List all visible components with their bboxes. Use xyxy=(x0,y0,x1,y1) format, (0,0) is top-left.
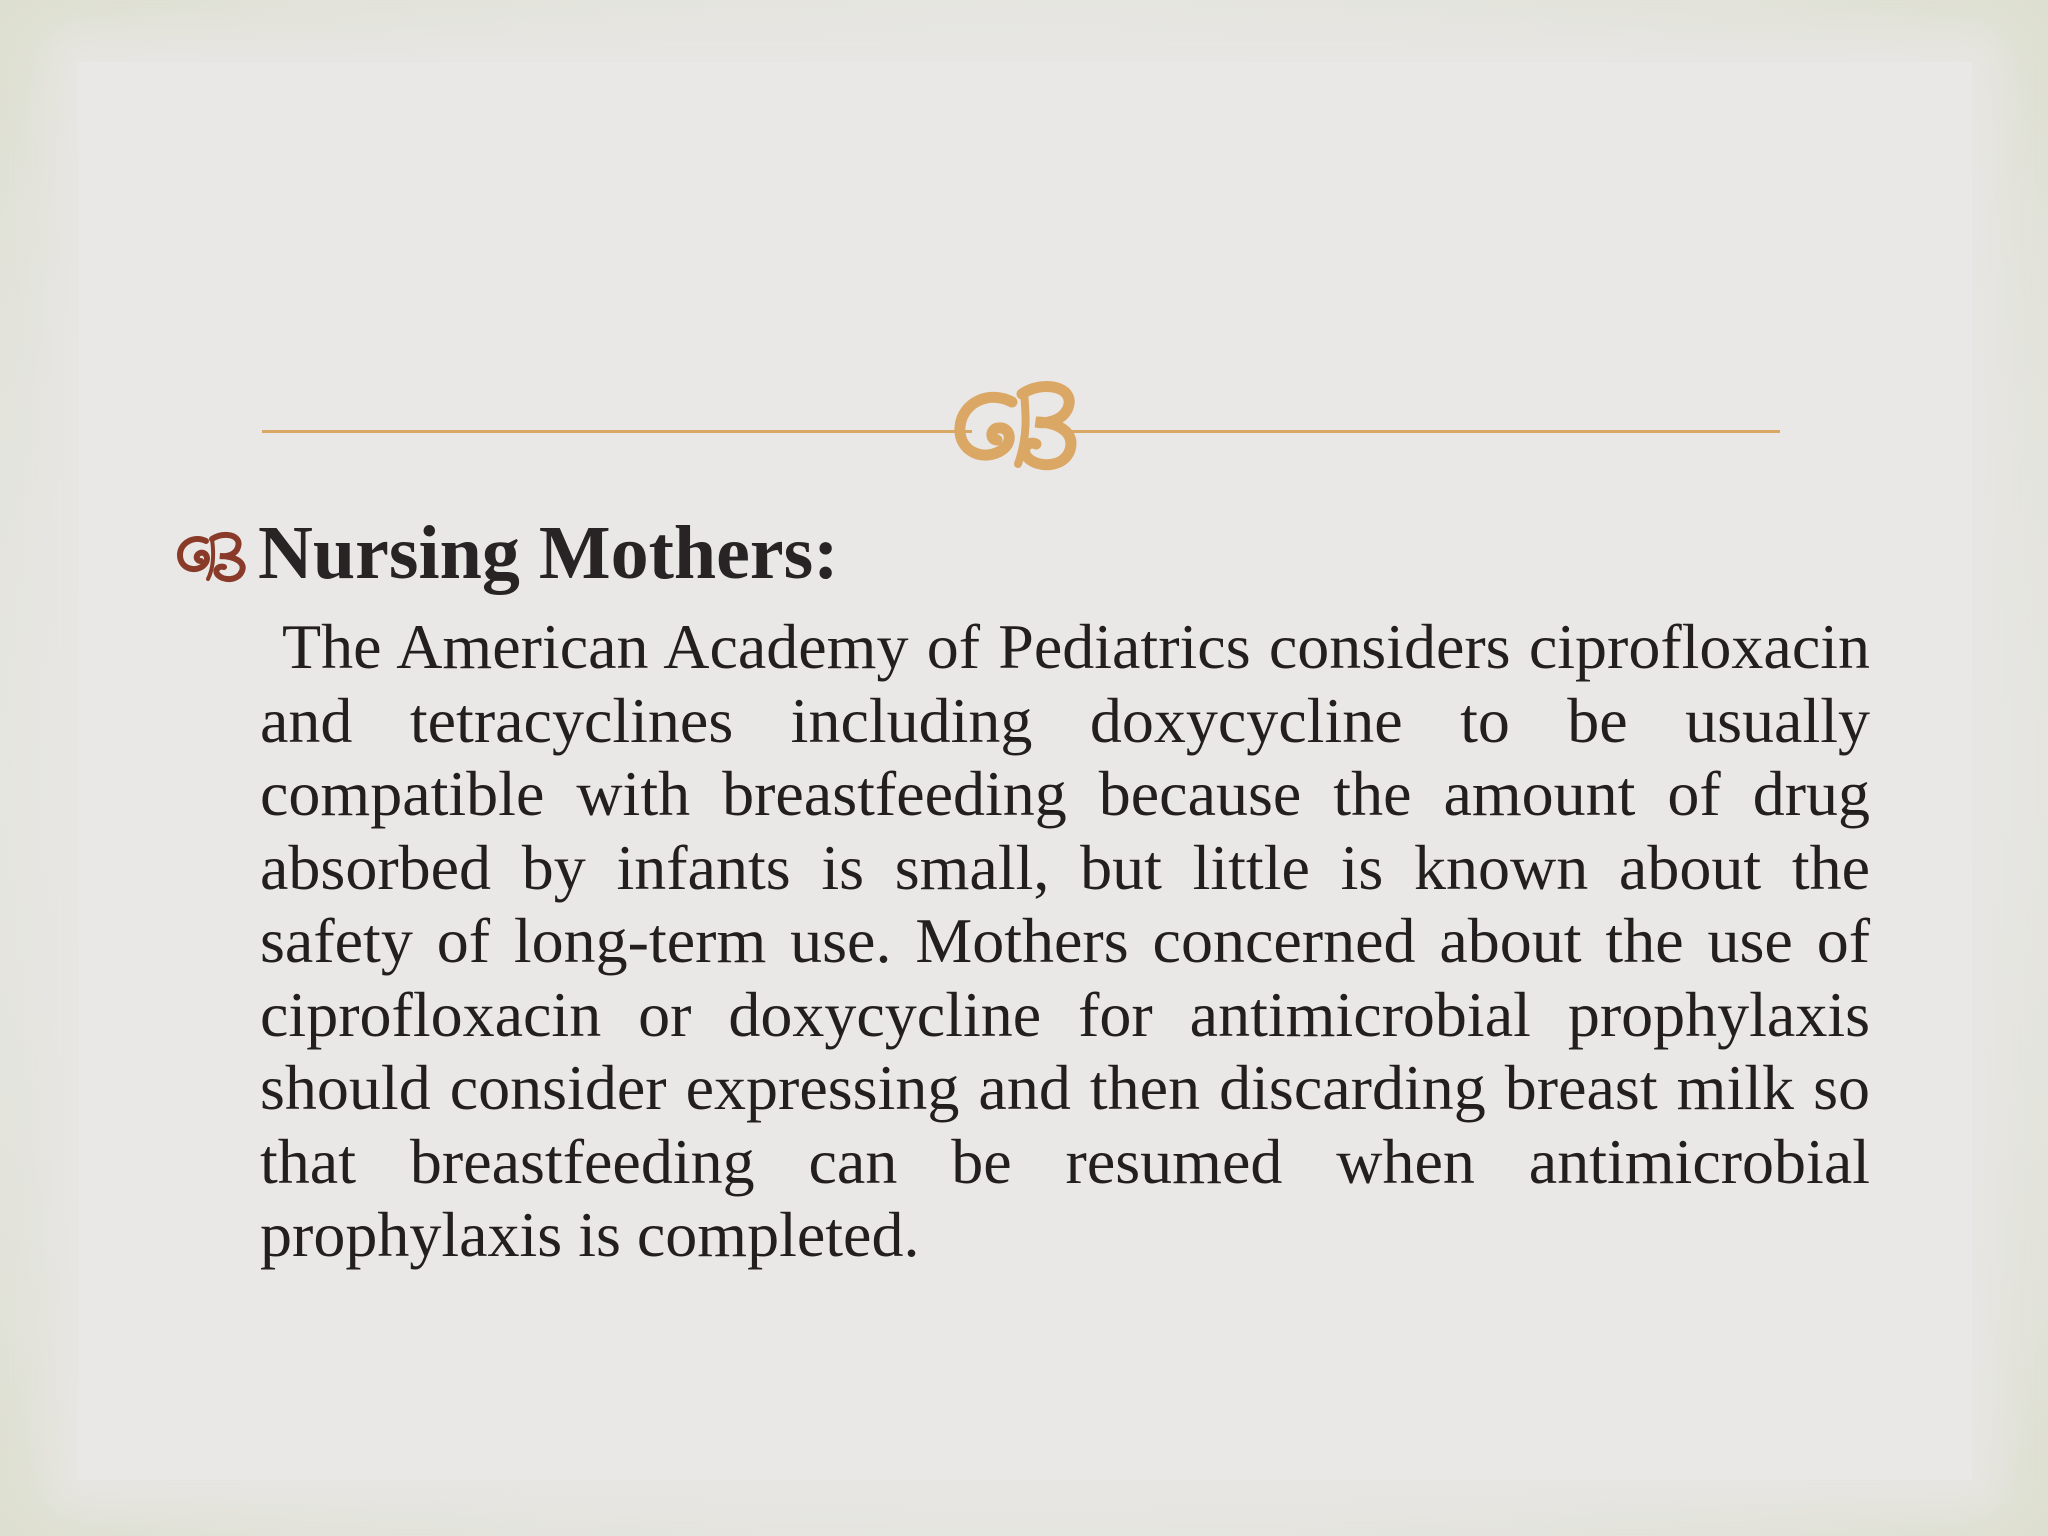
divider-line-left xyxy=(262,430,972,433)
slide-body-text: The American Academy of Pediatrics considers ciprofloxacin and tetracyclines including doxycycline to be usually compatible with breastfeeding because the amount of drug absorbed by infants is small, but little is known about the safety of long-term use. Mothers concerned about the use of ciprofloxacin or doxycycline for antimicrobial prophylaxis should consider expressing and then discarding breast milk so that breastfeeding can be resumed when antimicrobial prophylaxis is completed. xyxy=(260,611,1870,1270)
scroll-flourish-icon xyxy=(176,523,258,583)
heading-row xyxy=(176,508,839,598)
slide-heading: Nursing Mothers: xyxy=(258,511,839,595)
divider-line-right xyxy=(1066,430,1780,433)
ornament-flourish-icon xyxy=(950,372,1100,482)
